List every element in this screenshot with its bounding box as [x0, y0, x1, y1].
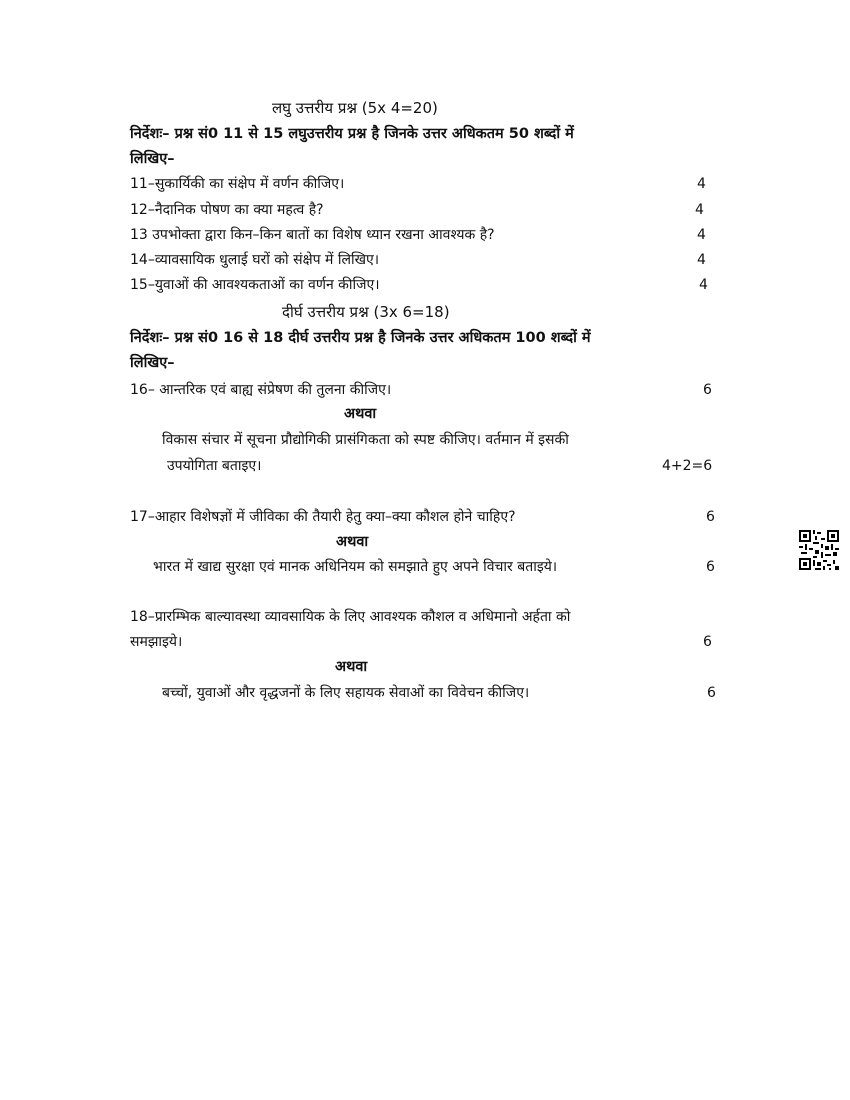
section-b-instruction: निर्देशः– प्रश्न सं0 16 से 18 दीर्घ उत्तरीय प्रश्न है जिनके उत्तर अधिकतम 100 शब्दों में: [130, 330, 591, 346]
section-a-heading: लघु उत्तरीय प्रश्न (5x 4=20): [272, 99, 438, 117]
question-16-or: अथवा: [344, 406, 377, 422]
section-b-instruction-cont: लिखिए–: [130, 355, 175, 371]
question-16: 16– आन्तरिक एवं बाह्य संप्रेषण की तुलना कीजिए।: [130, 382, 392, 398]
question-11: 11–सुकार्यिकी का संक्षेप में वर्णन कीजिए।: [130, 176, 345, 192]
question-16-marks: 6: [703, 382, 712, 398]
question-18-alt-marks: 6: [707, 685, 716, 701]
question-18-or: अथवा: [335, 659, 368, 675]
question-18-alt: बच्चों, युवाओं और वृद्धजनों के लिए सहायक सेवाओं का विवेचन कीजिए।: [162, 685, 530, 701]
question-17-alt: भारत में खाद्य सुरक्षा एवं मानक अधिनियम को समझाते हुए अपने विचार बताइये।: [153, 559, 558, 575]
question-16-alt-cont: उपयोगिता बताइए।: [167, 458, 262, 474]
question-14: 14–व्यावसायिक धुलाई घरों को संक्षेप में लिखिए।: [130, 252, 380, 268]
question-17-alt-marks: 6: [706, 559, 715, 575]
question-18-marks: 6: [703, 634, 712, 650]
question-16-alt-marks: 4+2=6: [662, 458, 713, 474]
question-18: 18–प्रारम्भिक बाल्यावस्था व्यावसायिक के लिए आवश्यक कौशल व अधिमानो अर्हता को: [130, 609, 571, 625]
question-15-marks: 4: [699, 277, 708, 293]
section-b-heading: दीर्घ उत्तरीय प्रश्न (3x 6=18): [282, 303, 450, 321]
question-13: 13 उपभोक्ता द्वारा किन–किन बातों का विशेष ध्यान रखना आवश्यक है?: [130, 227, 495, 243]
question-14-marks: 4: [697, 252, 706, 268]
question-12: 12–नैदानिक पोषण का क्या महत्व है?: [130, 202, 324, 218]
section-a-instruction-cont: लिखिए–: [130, 151, 175, 167]
qr-code-icon: [799, 530, 839, 570]
question-18-cont: समझाइये।: [130, 634, 183, 650]
question-12-marks: 4: [695, 202, 704, 218]
section-a-instruction: निर्देशः– प्रश्न सं0 11 से 15 लघुउत्तरीय प्रश्न है जिनके उत्तर अधिकतम 50 शब्दों में: [130, 126, 574, 142]
question-17-marks: 6: [706, 509, 715, 525]
question-11-marks: 4: [697, 176, 706, 192]
question-16-alt: विकास संचार में सूचना प्रौद्योगिकी प्रासंगिकता को स्पष्ट कीजिए। वर्तमान में इसकी: [162, 432, 569, 448]
question-13-marks: 4: [697, 227, 706, 243]
question-15: 15–युवाओं की आवश्यकताओं का वर्णन कीजिए।: [130, 277, 380, 293]
question-17-or: अथवा: [336, 534, 369, 550]
question-17: 17–आहार विशेषज्ञों में जीविका की तैयारी हेतु क्या–क्या कौशल होने चाहिए?: [130, 509, 516, 525]
